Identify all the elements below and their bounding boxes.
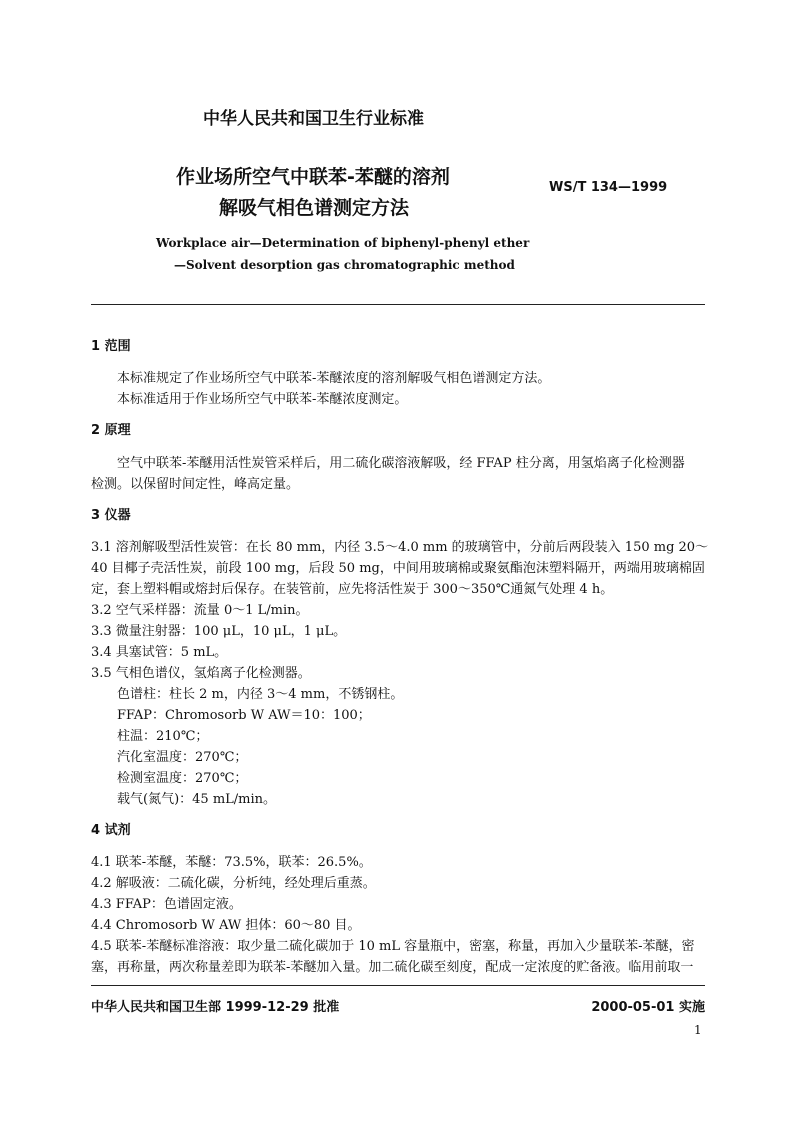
section-3-heading: 3 仪器: [91, 508, 131, 523]
item-4-5-line-1: 4.5 联苯-苯醚标准溶液：取少量二硫化碳加于 10 mL 容量瓶中，密塞，称量，再加入少量联苯-苯醚，密: [91, 939, 695, 954]
section-2-line-1: 空气中联苯-苯醚用活性炭管采样后，用二硫化碳溶液解吸，经 FFAP 柱分离，用氢焰离子化检测器: [117, 456, 685, 471]
footer-divider: [91, 985, 705, 986]
effective-date: 2000-05-01 实施: [591, 1000, 705, 1015]
title-en-line1: Workplace air—Determination of biphenyl-phenyl ether: [156, 236, 530, 250]
item-3-1-line-2: 40 目椰子壳活性炭，前段 100 mg，后段 50 mg，中间用玻璃棉或聚氨酯泡沫塑料隔开，两端用玻璃棉固: [91, 561, 705, 576]
issuing-organization: 中华人民共和国卫生行业标准: [203, 109, 424, 129]
section-1-heading: 1 范围: [91, 339, 131, 354]
item-3-1-line-3: 定，套上塑料帽或熔封后保存。在装管前，应先将活性炭于 300～350℃通氮气处理 4 h。: [91, 582, 614, 597]
item-3-5-vaporizer-temp: 汽化室温度：270℃；: [117, 750, 248, 765]
item-3-5-carrier-gas: 载气(氮气)：45 mL/min。: [117, 792, 277, 807]
item-3-5-ffap: FFAP：Chromosorb W AW＝10：100；: [117, 708, 371, 723]
page-number: 1: [694, 1023, 702, 1037]
title-en-line2: —Solvent desorption gas chromatographic method: [174, 258, 515, 272]
section-2-line-2: 检测。以保留时间定性，峰高定量。: [91, 477, 300, 492]
item-3-5-column-temp: 柱温：210℃；: [117, 729, 209, 744]
item-3-5-detector-temp: 检测室温度：270℃；: [117, 771, 248, 786]
item-3-5: 3.5 气相色谱仪，氢焰离子化检测器。: [91, 666, 311, 681]
item-3-1-line-1: 3.1 溶剂解吸型活性炭管：在长 80 mm，内径 3.5～4.0 mm 的玻璃管中，分前后两段装入 150 mg 20～: [91, 540, 709, 555]
approval-statement: 中华人民共和国卫生部 1999-12-29 批准: [91, 1000, 340, 1015]
item-4-1: 4.1 联苯-苯醚，苯醚：73.5%，联苯：26.5%。: [91, 855, 372, 870]
header-divider: [91, 304, 705, 305]
item-3-4: 3.4 具塞试管：5 mL。: [91, 645, 228, 660]
section-2-heading: 2 原理: [91, 423, 131, 438]
item-4-3: 4.3 FFAP：色谱固定液。: [91, 897, 242, 912]
section-1-paragraph-1: 本标准规定了作业场所空气中联苯-苯醚浓度的溶剂解吸气相色谱测定方法。: [117, 371, 551, 386]
item-4-4: 4.4 Chromosorb W AW 担体：60～80 目。: [91, 918, 361, 933]
item-4-5-line-2: 塞，再称量，两次称量差即为联苯-苯醚加入量。加二硫化碳至刻度，配成一定浓度的贮备液。临用前取一: [91, 960, 694, 975]
item-3-2: 3.2 空气采样器：流量 0～1 L/min。: [91, 603, 309, 618]
item-4-2: 4.2 解吸液：二硫化碳，分析纯，经处理后重蒸。: [91, 876, 376, 891]
title-zh-line1: 作业场所空气中联苯-苯醚的溶剂: [176, 166, 450, 188]
section-4-heading: 4 试剂: [91, 823, 131, 838]
item-3-3: 3.3 微量注射器：100 μL，10 μL，1 μL。: [91, 624, 347, 639]
item-3-5-column: 色谱柱：柱长 2 m，内径 3～4 mm，不锈钢柱。: [117, 687, 404, 702]
section-1-paragraph-2: 本标准适用于作业场所空气中联苯-苯醚浓度测定。: [117, 392, 408, 407]
standard-number: WS/T 134—1999: [549, 180, 668, 195]
title-zh-line2: 解吸气相色谱测定方法: [219, 197, 410, 219]
